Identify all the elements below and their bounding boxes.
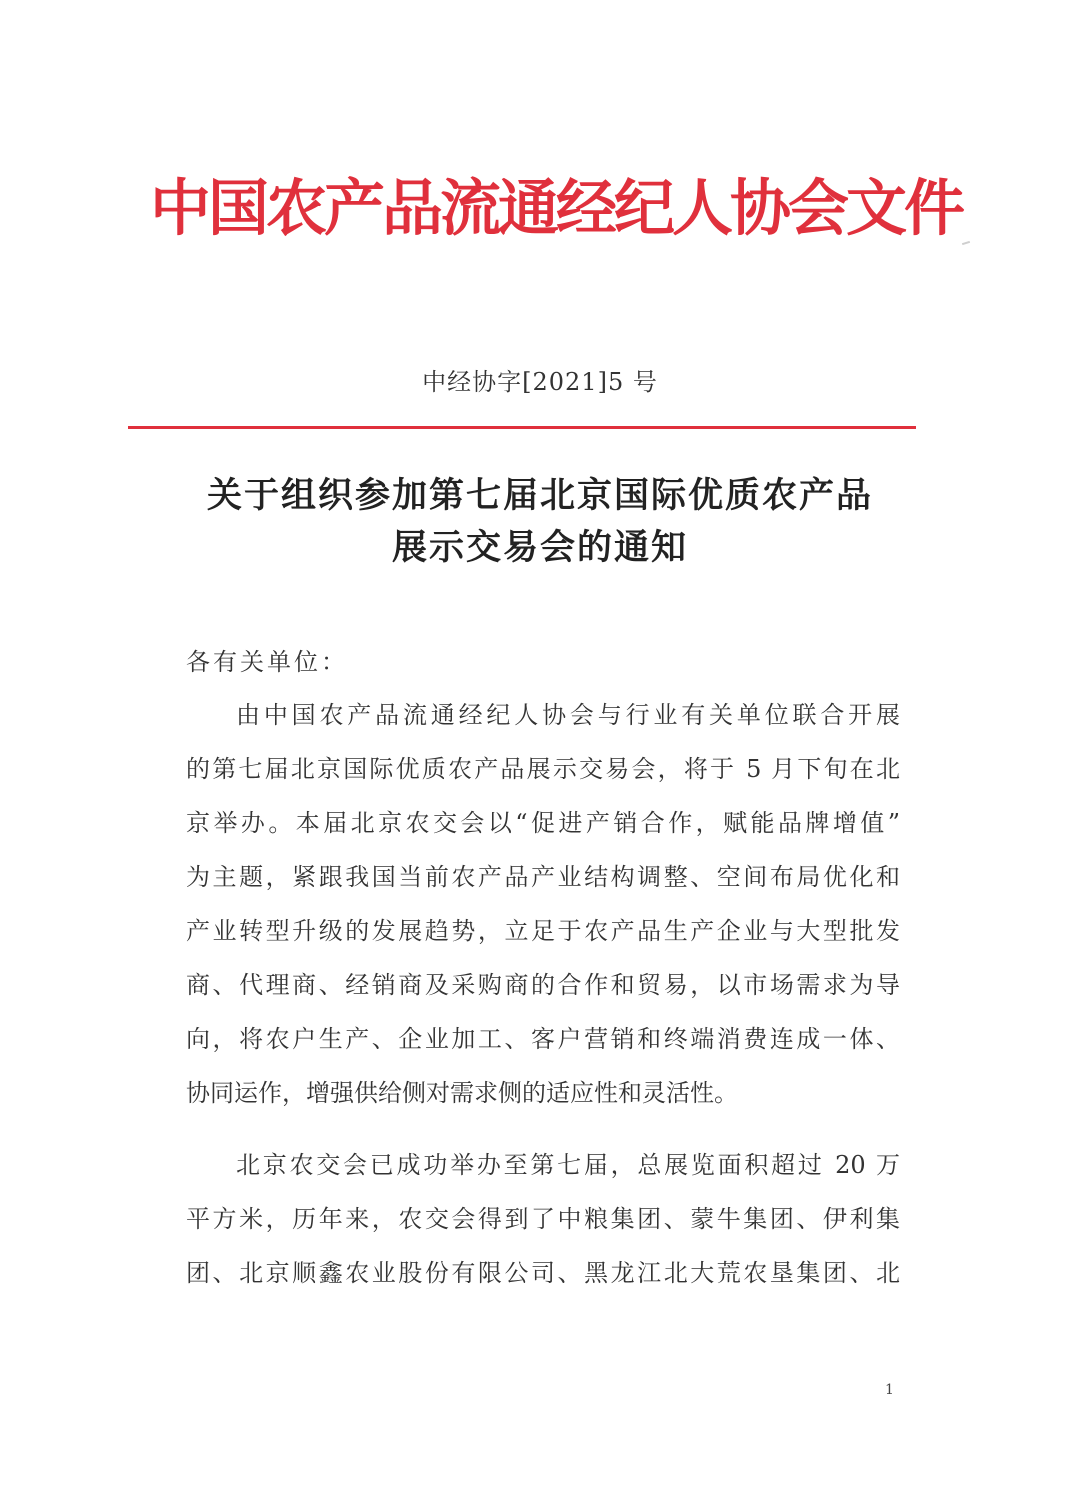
salutation: 各有关单位：	[186, 648, 348, 676]
body-paragraph-2	[186, 1143, 900, 1305]
paragraph-line: 为主题，紧跟我国当前农产品产业结构调整、空间布局优化和	[186, 863, 900, 891]
paragraph-line: 协同运作，增强供给侧对需求侧的适应性和灵活性。	[186, 1079, 738, 1107]
scan-speck	[962, 241, 970, 245]
issuing-organization-title: 中国农产品流通经纪人协会文件	[150, 173, 963, 244]
page-number: 1	[885, 1382, 894, 1398]
paragraph-line: 向，将农户生产、企业加工、客户营销和终端消费连成一体、	[186, 1025, 900, 1053]
notice-title-line-2: 展示交易会的通知	[391, 527, 688, 568]
body-paragraph-1	[186, 693, 900, 1125]
paragraph-line: 商、代理商、经销商及采购商的合作和贸易，以市场需求为导	[186, 971, 900, 999]
notice-title-line-1: 关于组织参加第七届北京国际优质农产品	[206, 475, 873, 516]
paragraph-line: 的第七届北京国际优质农产品展示交易会，将于 5 月下旬在北	[186, 755, 900, 783]
paragraph-line: 京举办。本届北京农交会以“促进产销合作，赋能品牌增值”	[186, 809, 900, 837]
paragraph-line: 产业转型升级的发展趋势，立足于农产品生产企业与大型批发	[186, 917, 900, 945]
paragraph-line: 平方米，历年来，农交会得到了中粮集团、蒙牛集团、伊利集	[186, 1205, 900, 1233]
paragraph-line: 团、北京顺鑫农业股份有限公司、黑龙江北大荒农垦集团、北	[186, 1259, 900, 1287]
notice-title	[150, 470, 930, 574]
document-number: 中经协字[2021]5 号	[422, 368, 658, 396]
red-divider-line	[128, 426, 916, 429]
paragraph-line: 由中国农产品流通经纪人协会与行业有关单位联合开展	[236, 701, 900, 729]
paragraph-line: 北京农交会已成功举办至第七届，总展览面积超过 20 万	[236, 1151, 900, 1179]
